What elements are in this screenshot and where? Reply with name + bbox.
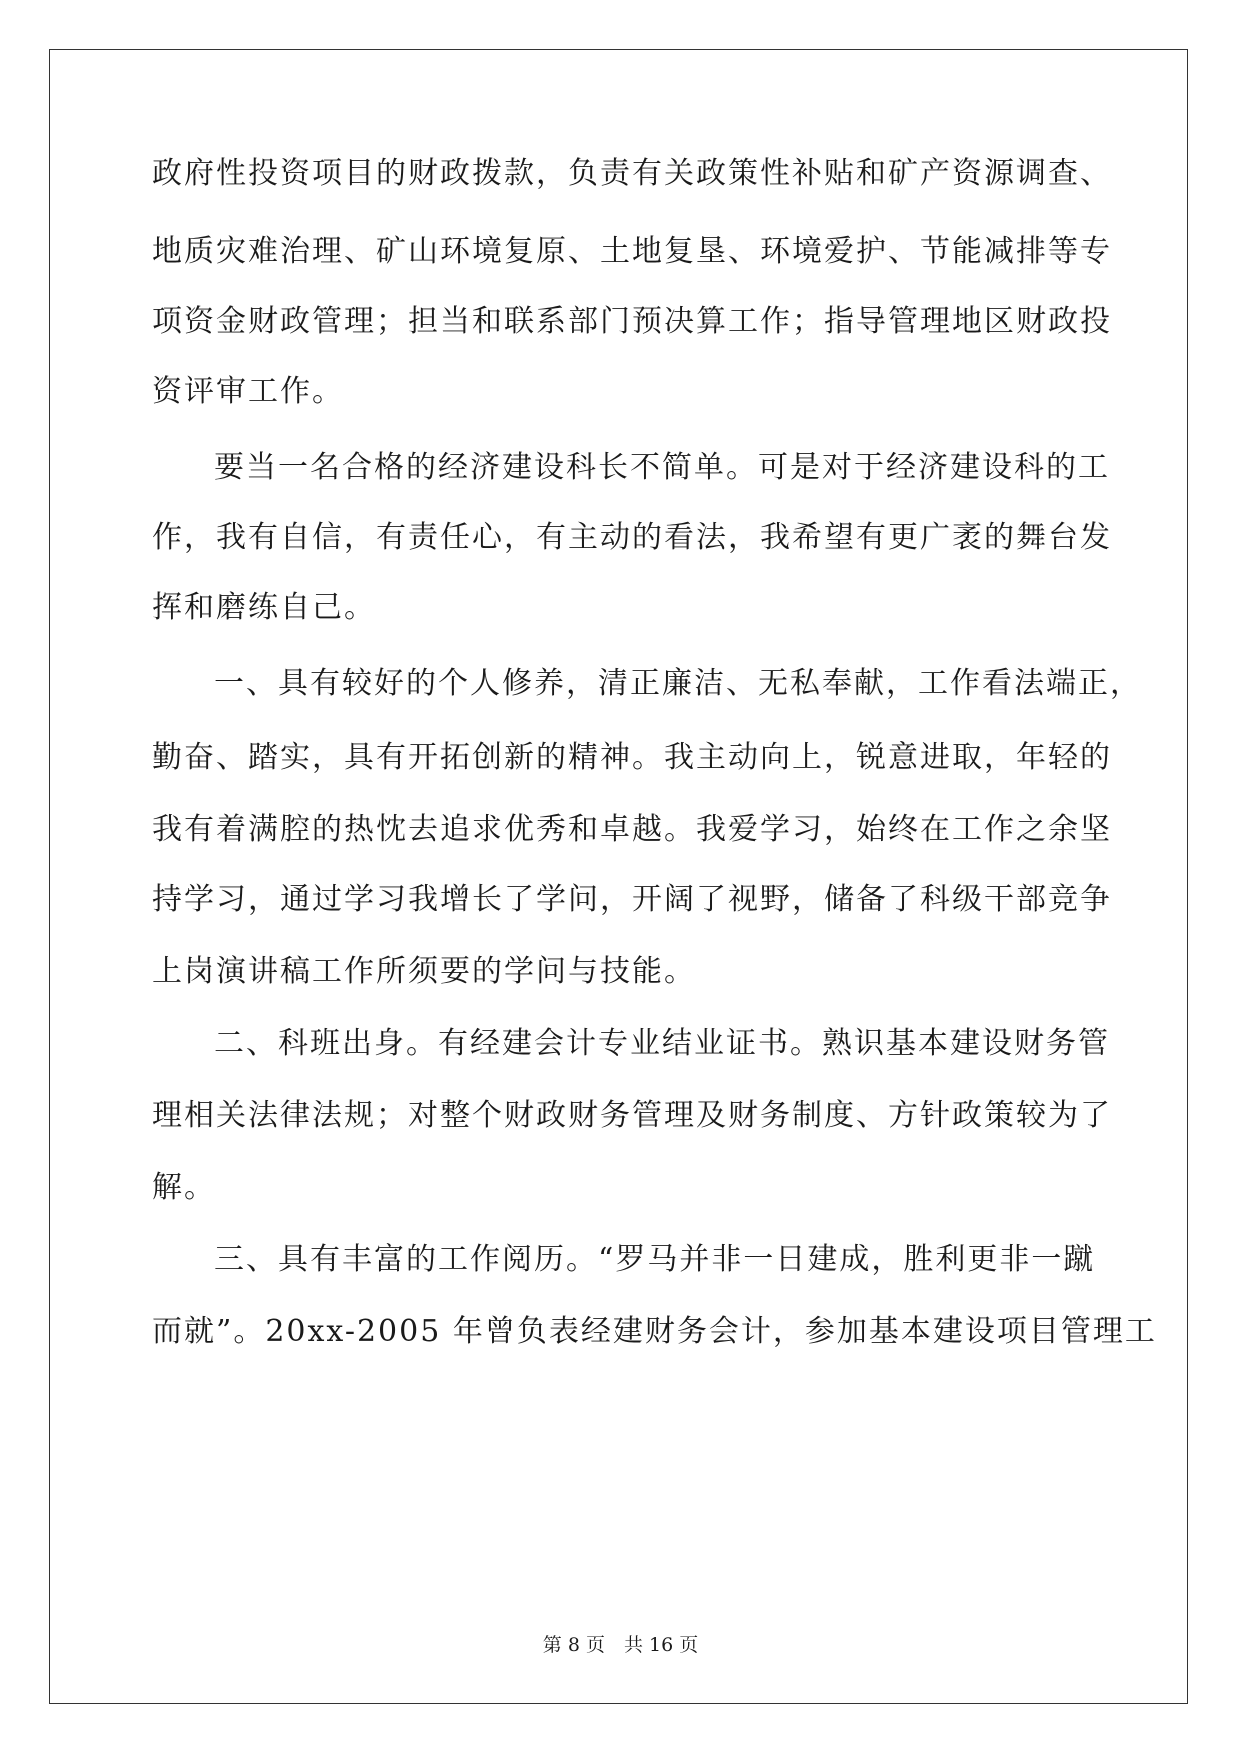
page-border (49, 49, 1188, 1704)
text-line: 资评审工作。 (152, 374, 344, 409)
text-line: 项资金财政管理；担当和联系部门预决算工作；指导管理地区财政投 (152, 304, 1112, 339)
text-line: 我有着满腔的热忱去追求优秀和卓越。我爱学习，始终在工作之余坚 (152, 812, 1112, 847)
text-line: 持学习，通过学习我增长了学问，开阔了视野，储备了科级干部竞争 (152, 882, 1112, 917)
text-line: 挥和磨练自己。 (152, 590, 376, 625)
text-line: 勤奋、踏实，具有开拓创新的精神。我主动向上，锐意进取，年轻的 (152, 740, 1112, 775)
text-line: 二、科班出身。有经建会计专业结业证书。熟识基本建设财务管 (214, 1026, 1110, 1061)
text-line: 一、具有较好的个人修养，清正廉洁、无私奉献，工作看法端正， (214, 666, 1142, 701)
text-line: 理相关法律法规；对整个财政财务管理及财务制度、方针政策较为了 (152, 1098, 1112, 1133)
text-line: 上岗演讲稿工作所须要的学问与技能。 (152, 954, 696, 989)
text-line: 作，我有自信，有责任心，有主动的看法，我希望有更广袤的舞台发 (152, 520, 1112, 555)
text-line: 解。 (152, 1170, 216, 1205)
text-line: 地质灾难治理、矿山环境复原、土地复垦、环境爱护、节能减排等专 (152, 234, 1112, 269)
text-line: 政府性投资项目的财政拨款，负责有关政策性补贴和矿产资源调查、 (152, 156, 1112, 191)
text-line: 三、具有丰富的工作阅历。“罗马并非一日建成，胜利更非一蹴 (214, 1242, 1096, 1277)
page-footer: 第 8 页 共 16 页 (542, 1634, 699, 1656)
text-line: 要当一名合格的经济建设科长不简单。可是对于经济建设科的工 (214, 450, 1110, 485)
text-line: 而就”。20xx-2005 年曾负表经建财务会计，参加基本建设项目管理工 (152, 1314, 1157, 1349)
